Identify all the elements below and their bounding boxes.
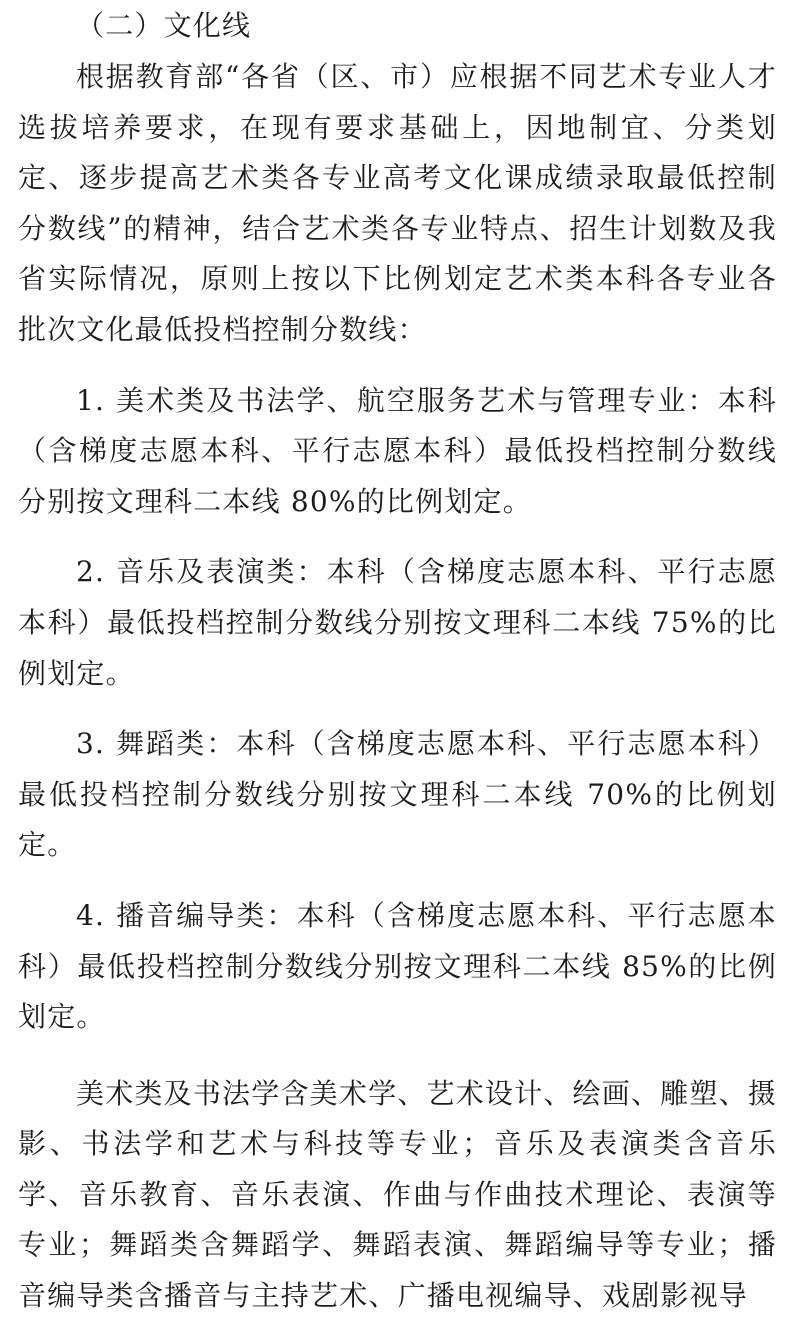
- section-heading: （二）文化线: [76, 9, 252, 42]
- item-4-paragraph: 4. 播音编导类：本科（含梯度志愿本科、平行志愿本科）最低投档控制分数线分别按文理科二本线 85%的比例划定。: [18, 898, 777, 1034]
- intro-paragraph: 根据教育部“各省（区、市）应根据不同艺术专业人才选拔培养要求，在现有要求基础上，因地制宜、分类划定、逐步提高艺术类各专业高考文化课成绩录取最低控制分数线”的精神，结合艺术类各专业特点、招生计划数及我省实际情况，原则上按以下比例划定艺术类本科各专业各批次文化最低投档控制分数线：: [18, 60, 777, 346]
- item-1-paragraph: 1. 美术类及书法学、航空服务艺术与管理专业：本科（含梯度志愿本科、平行志愿本科）最低投档控制分数线分别按文理科二本线 80%的比例划定。: [18, 383, 777, 518]
- item-3-paragraph: 3. 舞蹈类：本科（含梯度志愿本科、平行志愿本科）最低投档控制分数线分别按文理科二本线 70%的比例划定。: [18, 727, 777, 862]
- categories-paragraph: 美术类及书法学含美术学、艺术设计、绘画、雕塑、摄影、书法学和艺术与科技等专业；音乐及表演类含音乐学、音乐教育、音乐表演、作曲与作曲技术理论、表演等专业；舞蹈类含舞蹈学、舞蹈表演、舞蹈编导等专业；播音编导类含播音与主持艺术、广播电视编导、戏剧影视导: [18, 1076, 777, 1313]
- item-2-paragraph: 2. 音乐及表演类：本科（含梯度志愿本科、平行志愿本科）最低投档控制分数线分别按文理科二本线 75%的比例划定。: [18, 555, 777, 690]
